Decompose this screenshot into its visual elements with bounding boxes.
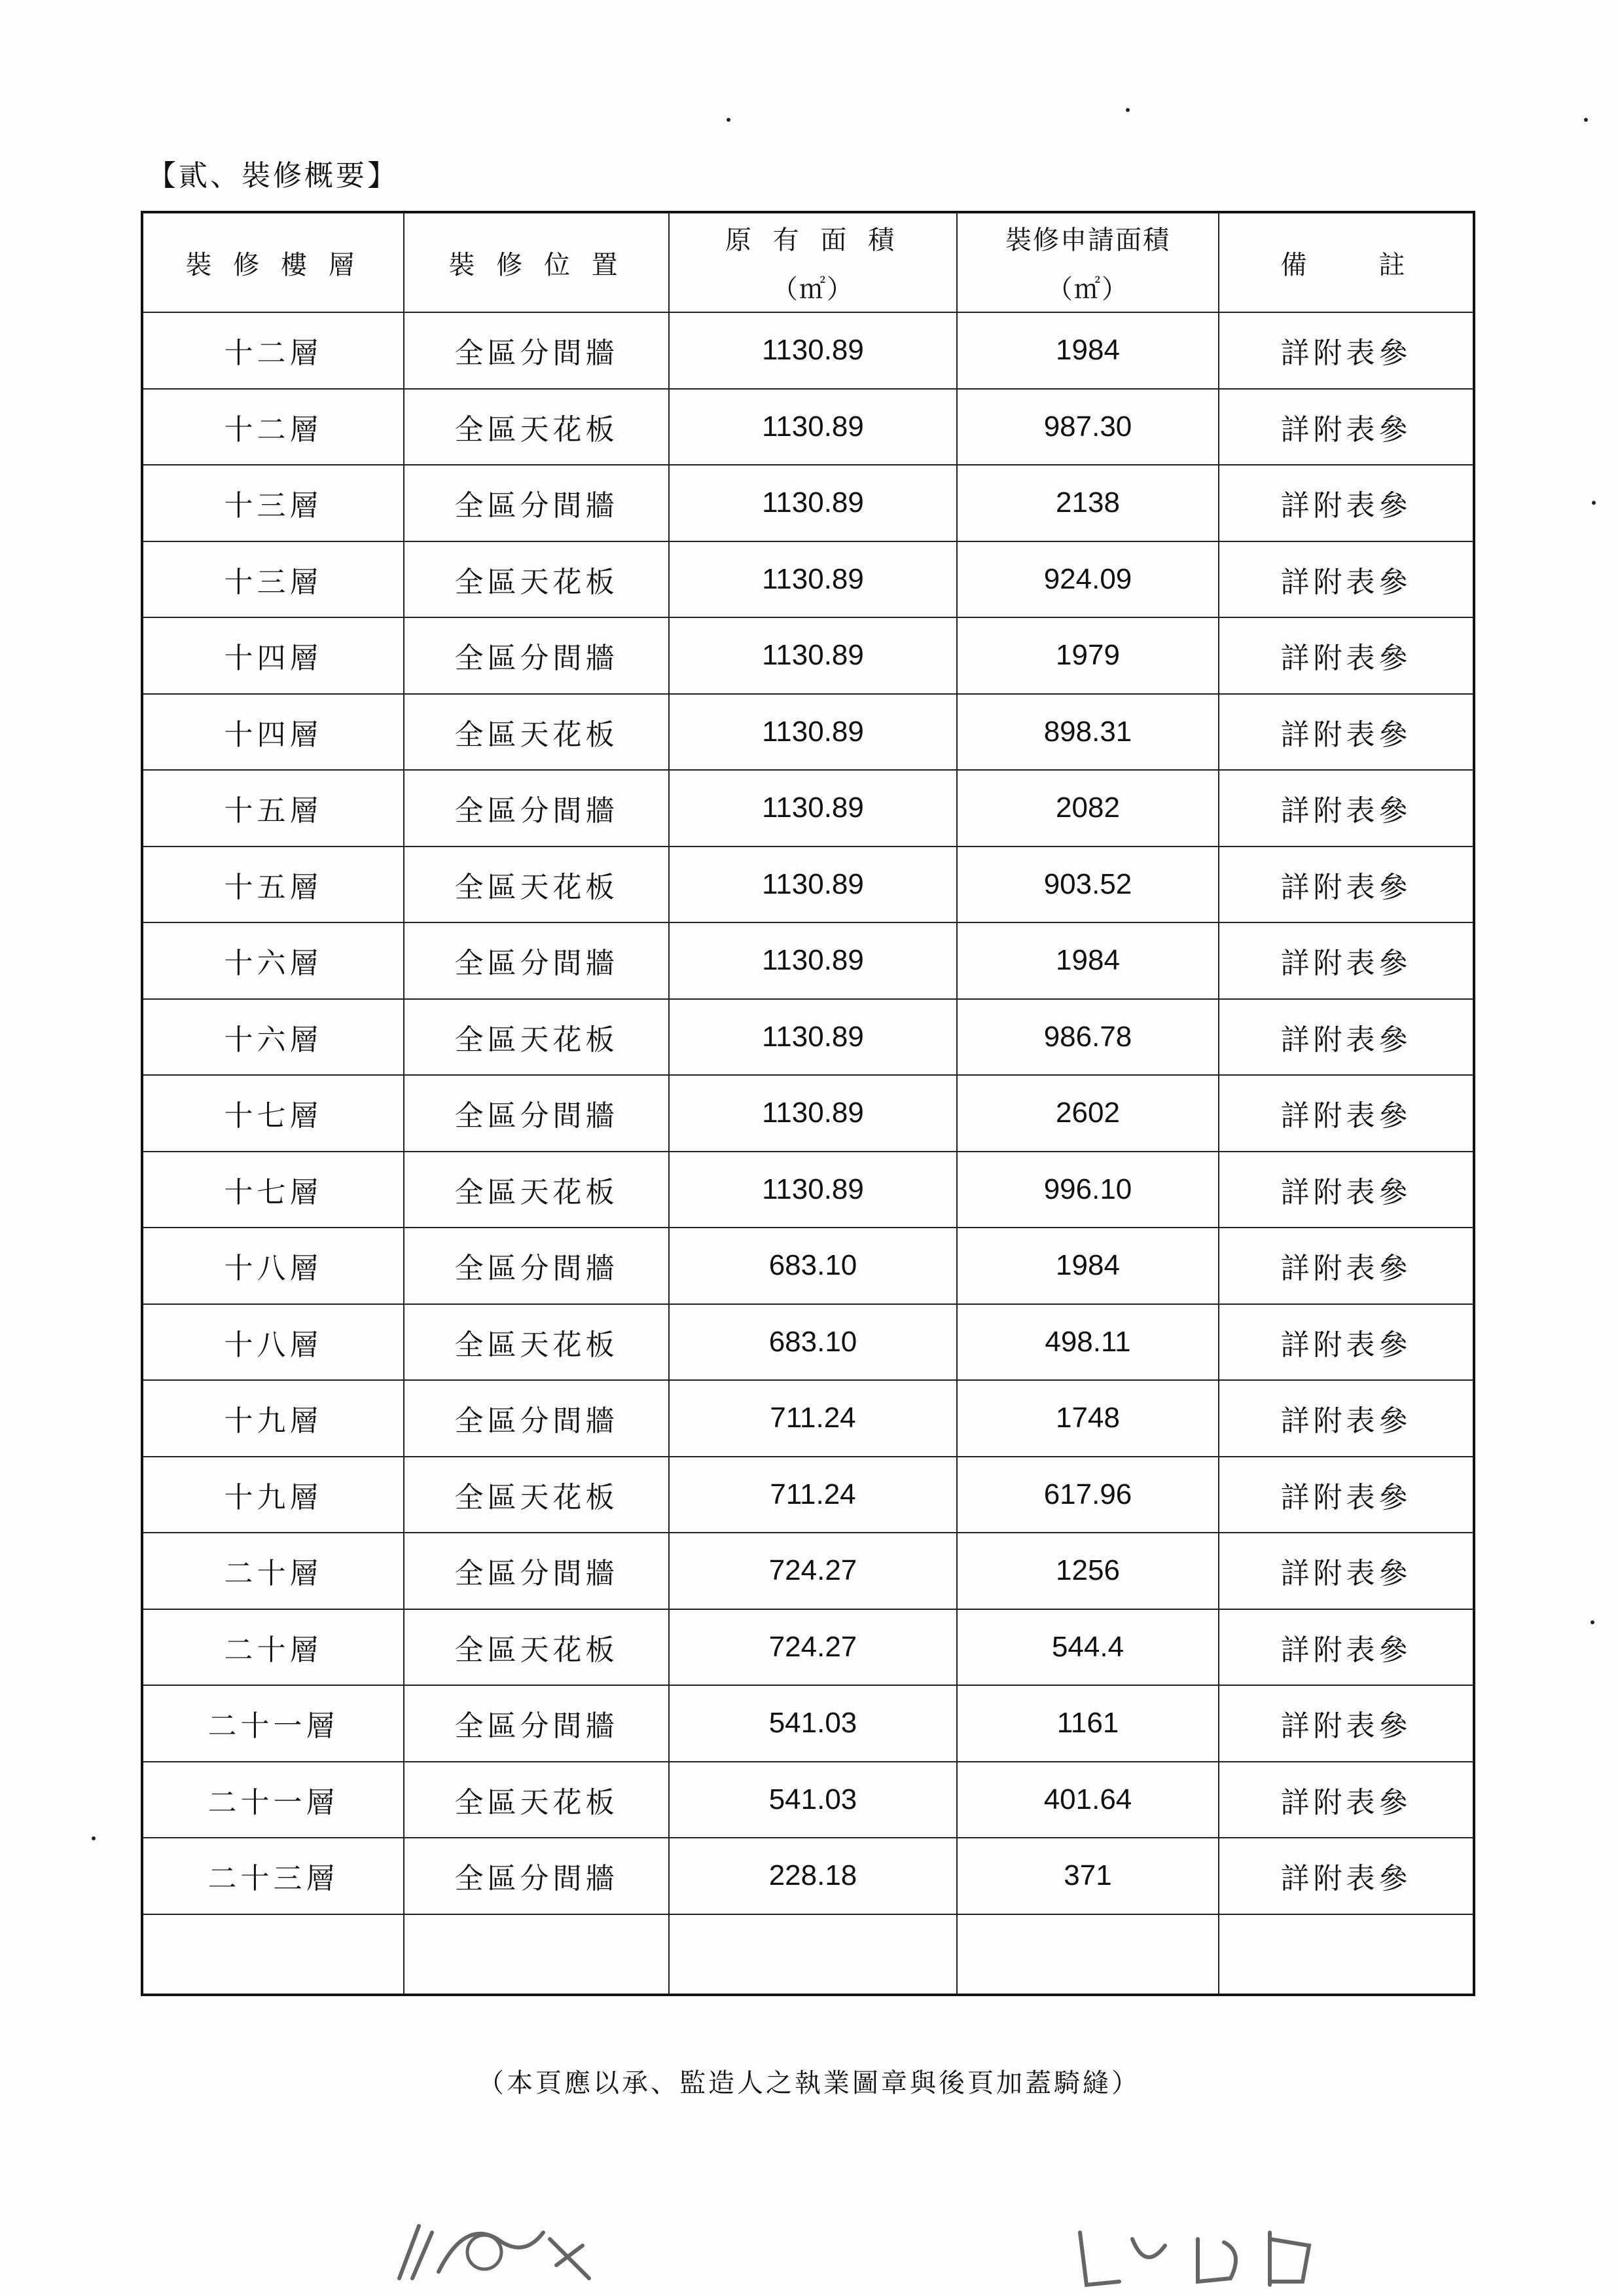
cell-applied-area: 986.78 (957, 999, 1219, 1076)
cell-remarks: 詳附表參 (1219, 1075, 1474, 1152)
scan-speck (727, 118, 730, 122)
cell-floor: 十六層 (142, 922, 404, 999)
table-row (142, 1228, 1474, 1304)
table-row (142, 770, 1474, 847)
empty-cell (1219, 1914, 1474, 1995)
partial-stamp-left-graphic (393, 2200, 602, 2291)
scan-speck (1591, 1620, 1594, 1624)
cell-applied-area: 1984 (957, 312, 1219, 389)
table-row (142, 1685, 1474, 1762)
cell-position: 全區分間牆 (404, 1533, 669, 1609)
cell-original-area: 1130.89 (669, 541, 957, 618)
cell-remarks: 詳附表參 (1219, 1152, 1474, 1228)
cell-applied-area: 1748 (957, 1380, 1219, 1457)
cell-applied-area: 1161 (957, 1685, 1219, 1762)
table-row (142, 922, 1474, 999)
table-row (142, 1762, 1474, 1838)
cell-applied-area: 401.64 (957, 1762, 1219, 1838)
scan-speck (1126, 108, 1130, 112)
cell-applied-area: 1984 (957, 1228, 1219, 1304)
cell-original-area: 1130.89 (669, 312, 957, 389)
cell-floor: 二十一層 (142, 1685, 404, 1762)
header-applied-area-label: 裝修申請面積 (1005, 225, 1170, 255)
cell-floor: 十四層 (142, 694, 404, 771)
cell-applied-area: 898.31 (957, 694, 1219, 771)
cell-original-area: 1130.89 (669, 1152, 957, 1228)
cell-remarks: 詳附表參 (1219, 617, 1474, 694)
empty-cell (142, 1914, 404, 1995)
cell-original-area: 1130.89 (669, 770, 957, 847)
cell-remarks: 詳附表參 (1219, 1457, 1474, 1533)
cell-original-area: 1130.89 (669, 617, 957, 694)
cell-floor: 十二層 (142, 312, 404, 389)
cell-remarks: 詳附表參 (1219, 770, 1474, 847)
cell-position: 全區分間牆 (404, 1838, 669, 1914)
cell-applied-area: 2138 (957, 465, 1219, 541)
cell-floor: 十二層 (142, 389, 404, 465)
cell-remarks: 詳附表參 (1219, 465, 1474, 541)
cell-floor: 十四層 (142, 617, 404, 694)
cell-position: 全區天花板 (404, 389, 669, 465)
cell-floor: 十九層 (142, 1457, 404, 1533)
header-original-area-unit: （㎡） (772, 274, 854, 304)
cell-applied-area: 1256 (957, 1533, 1219, 1609)
cell-remarks: 詳附表參 (1219, 389, 1474, 465)
cell-original-area: 541.03 (669, 1762, 957, 1838)
cell-position: 全區分間牆 (404, 1685, 669, 1762)
cell-applied-area: 617.96 (957, 1457, 1219, 1533)
table-row (142, 617, 1474, 694)
cell-floor: 十五層 (142, 847, 404, 923)
cell-original-area: 1130.89 (669, 922, 957, 999)
cell-floor: 十五層 (142, 770, 404, 847)
cell-remarks: 詳附表參 (1219, 541, 1474, 618)
header-remarks: 備 註 (1219, 212, 1474, 312)
table-row (142, 1457, 1474, 1533)
cell-original-area: 1130.89 (669, 465, 957, 541)
header-position: 裝 修 位 置 (404, 212, 669, 312)
table-row (142, 694, 1474, 771)
cell-position: 全區天花板 (404, 1304, 669, 1381)
cell-remarks: 詳附表參 (1219, 312, 1474, 389)
cell-floor: 二十層 (142, 1609, 404, 1686)
cell-original-area: 711.24 (669, 1380, 957, 1457)
cell-remarks: 詳附表參 (1219, 922, 1474, 999)
cell-applied-area: 987.30 (957, 389, 1219, 465)
cell-floor: 十八層 (142, 1304, 404, 1381)
cell-applied-area: 498.11 (957, 1304, 1219, 1381)
header-original-area-label: 原 有 面 積 (725, 225, 901, 255)
section-title: 【貳、裝修概要】 (147, 159, 399, 192)
cell-position: 全區天花板 (404, 1152, 669, 1228)
cell-original-area: 228.18 (669, 1838, 957, 1914)
cell-position: 全區分間牆 (404, 465, 669, 541)
cell-applied-area: 903.52 (957, 847, 1219, 923)
cell-applied-area: 371 (957, 1838, 1219, 1914)
cell-position: 全區天花板 (404, 694, 669, 771)
table-row (142, 1304, 1474, 1381)
cell-remarks: 詳附表參 (1219, 1762, 1474, 1838)
cell-remarks: 詳附表參 (1219, 1685, 1474, 1762)
empty-cell (669, 1914, 957, 1995)
cell-position: 全區天花板 (404, 847, 669, 923)
table-row (142, 999, 1474, 1076)
cell-floor: 十七層 (142, 1075, 404, 1152)
table-row (142, 1838, 1474, 1914)
cell-applied-area: 1979 (957, 617, 1219, 694)
cell-position: 全區分間牆 (404, 922, 669, 999)
cell-position: 全區分間牆 (404, 312, 669, 389)
cell-remarks: 詳附表參 (1219, 1228, 1474, 1304)
cell-remarks: 詳附表參 (1219, 1609, 1474, 1686)
cell-floor: 二十層 (142, 1533, 404, 1609)
table-row (142, 1609, 1474, 1686)
header-applied-area (957, 212, 1219, 312)
cell-position: 全區天花板 (404, 1457, 669, 1533)
renovation-summary-table (141, 211, 1475, 1996)
table-row (142, 1075, 1474, 1152)
cell-position: 全區天花板 (404, 1609, 669, 1686)
cell-remarks: 詳附表參 (1219, 694, 1474, 771)
table-row (142, 1533, 1474, 1609)
table-row (142, 541, 1474, 618)
cell-original-area: 1130.89 (669, 999, 957, 1076)
cell-remarks: 詳附表參 (1219, 1533, 1474, 1609)
cell-original-area: 711.24 (669, 1457, 957, 1533)
cell-original-area: 1130.89 (669, 694, 957, 771)
scan-speck (1584, 118, 1588, 122)
cell-position: 全區分間牆 (404, 617, 669, 694)
cell-position: 全區天花板 (404, 1762, 669, 1838)
cell-position: 全區分間牆 (404, 1228, 669, 1304)
cell-floor: 十七層 (142, 1152, 404, 1228)
table-row (142, 312, 1474, 389)
cell-applied-area: 2602 (957, 1075, 1219, 1152)
cell-floor: 十六層 (142, 999, 404, 1076)
header-original-area (669, 212, 957, 312)
cell-floor: 十三層 (142, 541, 404, 618)
cell-position: 全區天花板 (404, 541, 669, 618)
cell-floor: 二十一層 (142, 1762, 404, 1838)
table-row (142, 465, 1474, 541)
cell-remarks: 詳附表參 (1219, 1304, 1474, 1381)
cell-remarks: 詳附表參 (1219, 847, 1474, 923)
cell-original-area: 1130.89 (669, 847, 957, 923)
cell-floor: 十八層 (142, 1228, 404, 1304)
cell-floor: 十三層 (142, 465, 404, 541)
header-applied-area-unit: （㎡） (1047, 274, 1129, 304)
cell-position: 全區分間牆 (404, 1380, 669, 1457)
cell-remarks: 詳附表參 (1219, 1838, 1474, 1914)
scan-speck (1592, 501, 1596, 505)
cell-original-area: 724.27 (669, 1533, 957, 1609)
header-floor: 裝 修 樓 層 (142, 212, 404, 312)
seal-footnote: （本頁應以承、監造人之執業圖章與後頁加蓋騎縫） (478, 2068, 1140, 2098)
table-row (142, 389, 1474, 465)
cell-position: 全區分間牆 (404, 1075, 669, 1152)
table-row (142, 1152, 1474, 1228)
table-row (142, 1380, 1474, 1457)
cell-position: 全區天花板 (404, 999, 669, 1076)
partial-stamp-right-graphic (1073, 2219, 1322, 2291)
cell-remarks: 詳附表參 (1219, 999, 1474, 1076)
empty-cell (957, 1914, 1219, 1995)
cell-remarks: 詳附表參 (1219, 1380, 1474, 1457)
cell-applied-area: 2082 (957, 770, 1219, 847)
scan-speck (92, 1836, 96, 1840)
empty-cell (404, 1914, 669, 1995)
table-header-row (142, 212, 1474, 312)
cell-applied-area: 544.4 (957, 1609, 1219, 1686)
cell-original-area: 1130.89 (669, 389, 957, 465)
cell-floor: 二十三層 (142, 1838, 404, 1914)
cell-original-area: 1130.89 (669, 1075, 957, 1152)
cell-floor: 十九層 (142, 1380, 404, 1457)
table-row-empty (142, 1914, 1474, 1995)
cell-position: 全區分間牆 (404, 770, 669, 847)
cell-original-area: 683.10 (669, 1304, 957, 1381)
table-row (142, 847, 1474, 923)
cell-original-area: 683.10 (669, 1228, 957, 1304)
cell-applied-area: 1984 (957, 922, 1219, 999)
cell-original-area: 541.03 (669, 1685, 957, 1762)
cell-applied-area: 996.10 (957, 1152, 1219, 1228)
cell-original-area: 724.27 (669, 1609, 957, 1686)
cell-applied-area: 924.09 (957, 541, 1219, 618)
